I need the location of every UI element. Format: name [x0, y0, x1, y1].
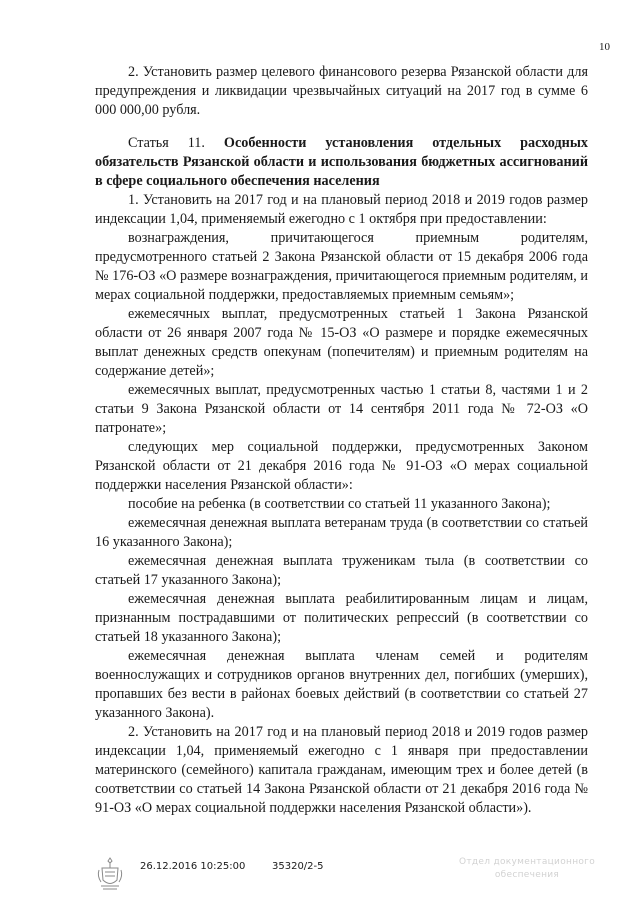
stamp-document-id: 35320/2-5: [272, 861, 324, 872]
watermark-line: обеспечения: [494, 870, 560, 880]
paragraph: пособие на ребенка (в соответствии со статьей 11 указанного Закона);: [128, 496, 551, 512]
watermark-line: Отдел документационного: [458, 857, 596, 867]
paragraph: ежемесячная денежная выплата ветеранам труда (в соответствии со статьей 16 указанного Закона);: [95, 515, 588, 550]
page-number: 10: [599, 41, 610, 53]
paragraph: вознаграждения, причитающегося приемным родителям, предусмотренного статьей 2 Закона Рязанской области от 15 декабря 2006 года № 176-ОЗ «О размере вознаграждения, причитающегося приемным родителям, и мерах социальной поддержки, предоставляемых приемным семьям»;: [95, 230, 588, 303]
document-body: [95, 63, 588, 818]
paragraph: ежемесячная денежная выплата реабилитированным лицам и лицам, признанным пострадавшими от политических репрессий (в соответствии со статьей 18 указанного Закона);: [95, 591, 588, 645]
article-title: Особенности установления отдельных расходных обязательств Рязанской области и использования бюджетных ассигнований в сфере социального обеспечения населения: [95, 135, 589, 189]
paragraph: ежемесячных выплат, предусмотренных частью 1 статьи 8, частями 1 и 2 статьи 9 Закона Рязанской области от 14 сентября 2011 года № 72-ОЗ «О патронате»;: [95, 382, 588, 436]
page-footer: [0, 856, 640, 896]
article-heading: [95, 134, 588, 191]
paragraph-gap: [95, 120, 588, 134]
paragraph: ежемесячная денежная выплата труженикам тыла (в соответствии со статьей 17 указанного Закона);: [95, 553, 588, 588]
stamp-date: 26.12.2016 10:25:00: [140, 861, 246, 872]
paragraph: 2. Установить на 2017 год и на плановый период 2018 и 2019 годов размер индексации 1,04, применяемый ежегодно с 1 января при предоставлении материнского (семейного) капитала гражданам, имеющим трех и более детей (в соответствии со статьей 14 Закона Рязанской области от 21 декабря 2016 года № 91-ОЗ «О мерах социальной поддержки населения Рязанской области»).: [95, 724, 588, 816]
paragraph: ежемесячных выплат, предусмотренных статьей 1 Закона Рязанской области от 26 января 2007 года № 15-ОЗ «О размере и порядке ежемесячных выплат денежных средств опекунам (попечителям) и приемным родителям на содержание детей»;: [95, 306, 588, 379]
paragraph: ежемесячная денежная выплата членам семей и родителям военнослужащих и сотрудников органов внутренних дел, погибших (умерших), пропавших без вести в районах боевых действий (в соответствии со статьей 27 указанного Закона).: [95, 648, 588, 721]
paragraph-reserve: 2. Установить размер целевого финансового резерва Рязанской области для предупреждения и ликвидации чрезвычайных ситуаций на 2017 год в сумме 6 000 000,00 рубля.: [95, 64, 588, 118]
article-label: Статья 11.: [128, 135, 205, 151]
coat-of-arms-icon: [96, 856, 124, 890]
paragraph: 1. Установить на 2017 год и на плановый период 2018 и 2019 годов размер индексации 1,04, применяемый ежегодно с 1 октября при предоставлении:: [95, 192, 588, 227]
department-watermark: [452, 856, 602, 882]
paragraph: следующих мер социальной поддержки, предусмотренных Законом Рязанской области от 21 декабря 2016 года № 91-ОЗ «О мерах социальной поддержки населения Рязанской области»:: [95, 439, 588, 493]
